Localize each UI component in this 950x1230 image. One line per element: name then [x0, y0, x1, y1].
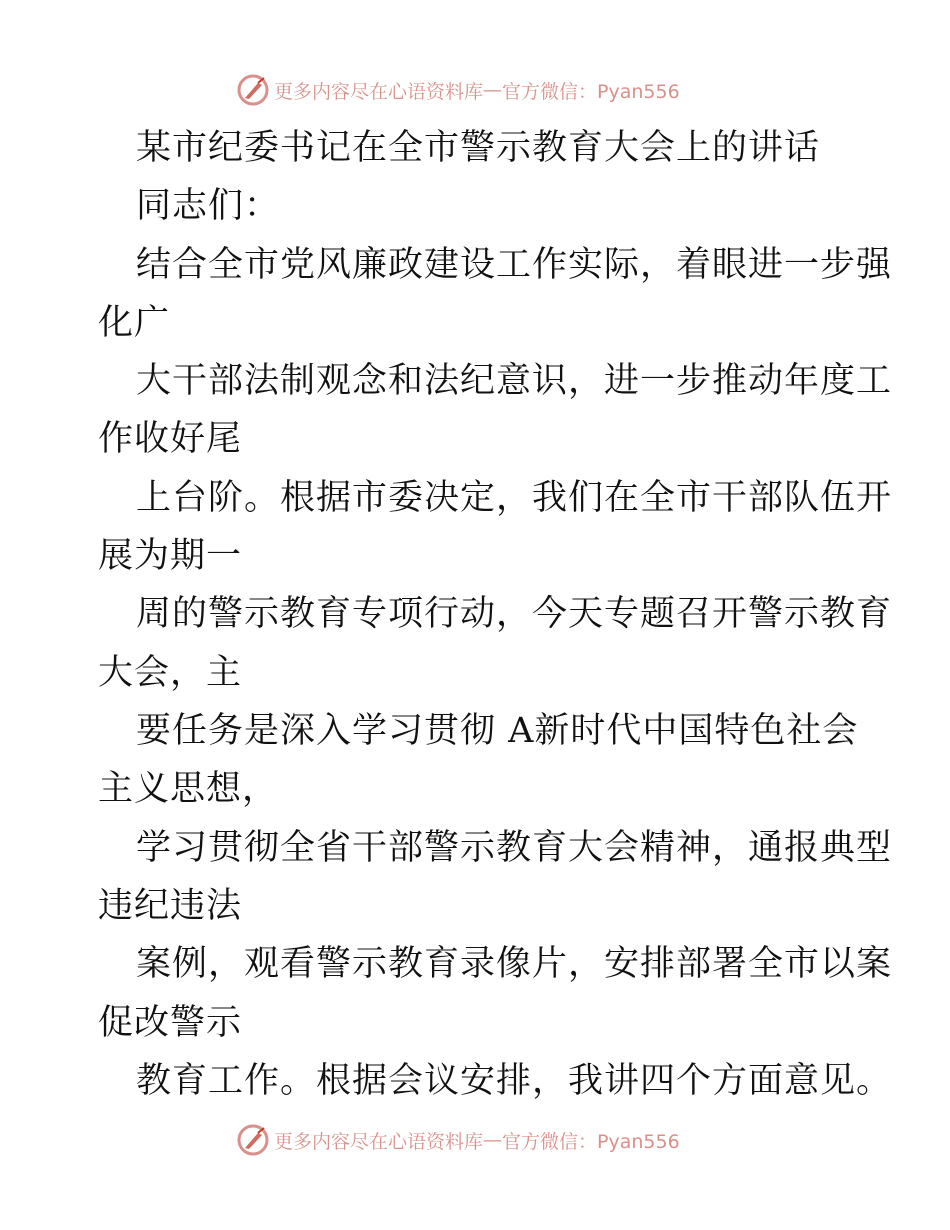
body-line: 教育工作。根据会议安排，我讲四个方面意见。: [136, 1061, 893, 1101]
body-line: 周的警示教育专项行动，今天专题召开警示教育: [136, 594, 893, 634]
body-line: 主义思想，: [98, 769, 279, 809]
body-line: 化广: [98, 303, 171, 343]
body-line: 大干部法制观念和法纪意识，进一步推动年度工: [136, 361, 893, 401]
watermark-wechat-text: 官方微信：Pyan556: [502, 1130, 680, 1153]
footer-watermark: [236, 1122, 680, 1158]
body-line: 学习贯彻全省干部警示教育大会精神，通报典型: [136, 828, 893, 868]
quill-logo-icon: [236, 1123, 270, 1157]
watermark-separator: —: [483, 79, 503, 101]
watermark-separator: —: [483, 1129, 503, 1151]
body-line: 大会，主: [98, 653, 243, 693]
body-line: 展为期一: [98, 536, 243, 576]
document-title: 某市纪委书记在全市警示教育大会上的讲话: [136, 128, 821, 168]
body-line: 促改警示: [98, 1003, 243, 1043]
body-line: 上台阶。根据市委决定，我们在全市干部队伍开: [136, 478, 893, 518]
body-line: 要任务是深入学习贯彻 A新时代中国特色社会: [136, 711, 859, 751]
document-greeting: 同志们：: [136, 186, 281, 226]
watermark-wechat-text: 官方微信：Pyan556: [502, 80, 680, 103]
body-line: 违纪违法: [98, 886, 243, 926]
body-line: 案例，观看警示教育录像片，安排部署全市以案: [136, 944, 893, 984]
body-line: 作收好尾: [98, 419, 243, 459]
watermark-site-text: 更多内容尽在心语资料库: [274, 1130, 484, 1153]
watermark-site-text: 更多内容尽在心语资料库: [274, 80, 484, 103]
body-line: 结合全市党风廉政建设工作实际，着眼进一步强: [136, 245, 893, 285]
